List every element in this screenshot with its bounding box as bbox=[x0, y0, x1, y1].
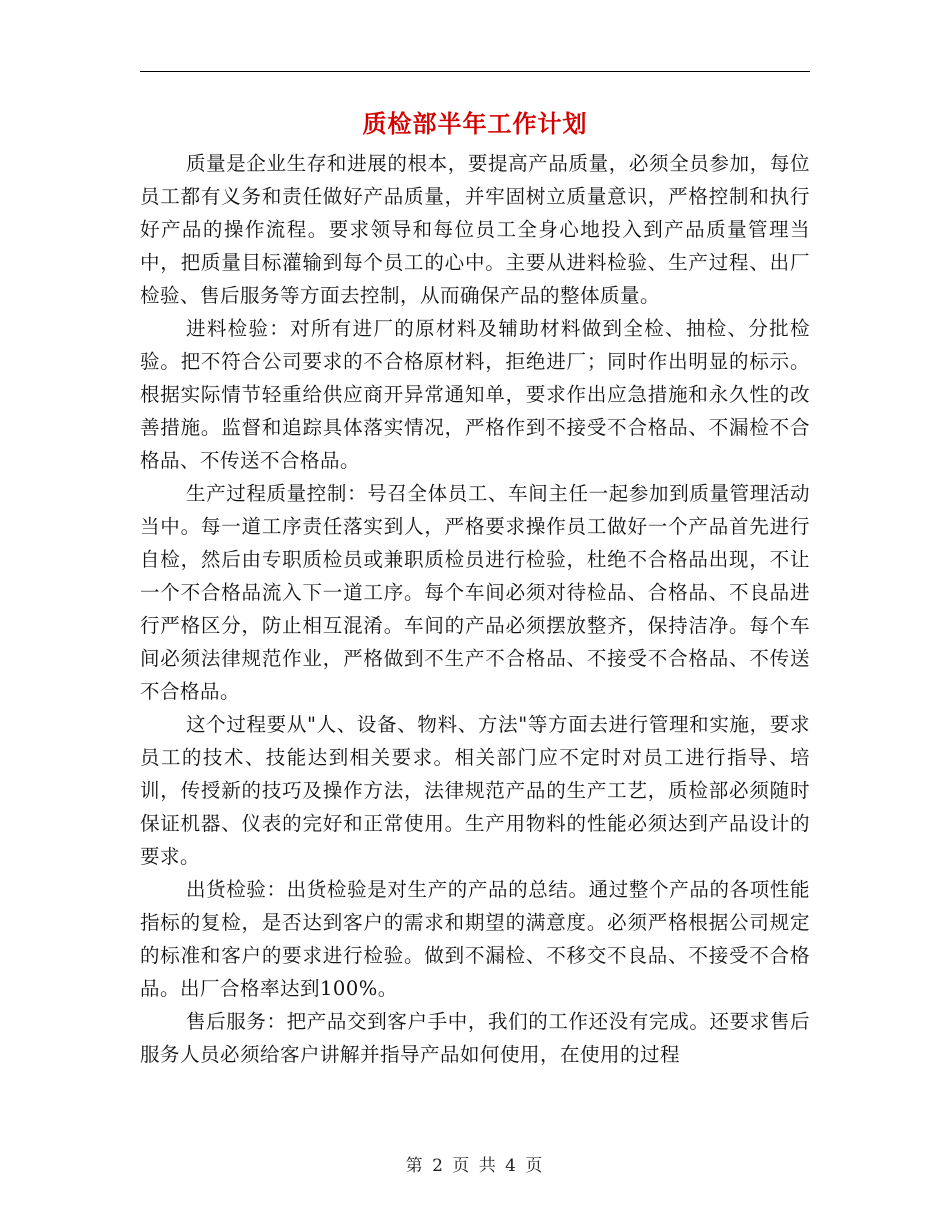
header-rule bbox=[140, 71, 810, 72]
paragraph-process-management: 这个过程要从"人、设备、物料、方法"等方面去进行管理和实施，要求员工的技术、技能达到相关要求。相关部门应不定时对员工进行指导、培训，传授新的技巧及操作方法，法律规范产品的生产工艺，质检部必须随时保证机器、仪表的完好和正常使用。生产用物料的性能必须达到产品设计的要求。 bbox=[140, 713, 810, 868]
paragraph-incoming-inspection: 进料检验：对所有进厂的原材料及辅助材料做到全检、抽检、分批检验。把不符合公司要求的不合格原材料，拒绝进厂；同时作出明显的标示。根据实际情节轻重给供应商开异常通知单，要求作出应急措施和永久性的改善措施。监督和追踪具体落实情况，严格作到不接受不合格品、不漏检不合格品、不传送不合格品。 bbox=[140, 317, 810, 472]
document-body bbox=[140, 147, 810, 1071]
document-title: 质检部半年工作计划 bbox=[362, 109, 588, 138]
paragraph-after-sales-service: 售后服务：把产品交到客户手中，我们的工作还没有完成。还要求售后服务人员必须给客户讲解并指导产品如何使用，在使用的过程 bbox=[140, 1010, 810, 1066]
paragraph-intro: 质量是企业生存和进展的根本，要提高产品质量，必须全员参加，每位员工都有义务和责任做好产品质量，并牢固树立质量意识，严格控制和执行好产品的操作流程。要求领导和每位员工全身心地投入到产品质量管理当中，把质量目标灌输到每个员工的心中。主要从进料检验、生产过程、出厂检验、售后服务等方面去控制，从而确保产品的整体质量。 bbox=[140, 152, 810, 307]
paragraph-production-quality-control: 生产过程质量控制：号召全体员工、车间主任一起参加到质量管理活动当中。每一道工序责任落实到人，严格要求操作员工做好一个产品首先进行自检，然后由专职质检员或兼职质检员进行检验，杜绝不合格品出现，不让一个不合格品流入下一道工序。每个车间必须对待检品、合格品、不良品进行严格区分，防止相互混淆。车间的产品必须摆放整齐，保持洁净。每个车间必须法律规范作业，严格做到不生产不合格品、不接受不合格品、不传送不合格品。 bbox=[140, 482, 810, 703]
paragraph-outgoing-inspection: 出货检验：出货检验是对生产的产品的总结。通过整个产品的各项性能指标的复检，是否达到客户的需求和期望的满意度。必须严格根据公司规定的标准和客户的要求进行检验。做到不漏检、不移交不良品、不接受不合格品。出厂合格率达到100%。 bbox=[140, 878, 810, 1000]
page-number-footer: 第 2 页 共 4 页 bbox=[405, 1156, 545, 1176]
